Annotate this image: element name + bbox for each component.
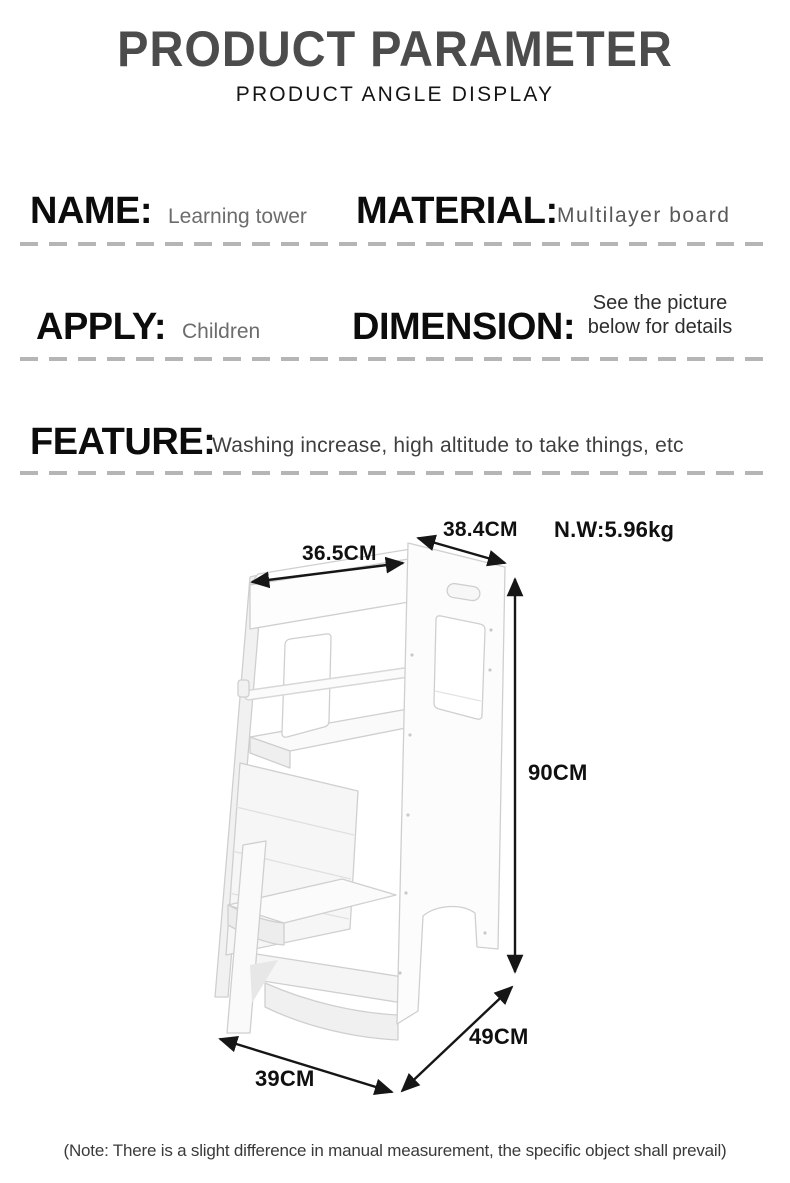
spec-material-value: Multilayer board [557, 204, 731, 227]
spec-dimension-value-line1: See the picture [592, 292, 728, 314]
spec-feature-label: FEATURE: [30, 421, 216, 463]
measurement-note: (Note: There is a slight difference in manual measurement, the specific object shall prevail) [63, 1141, 727, 1160]
dimension-label-top-width: 36.5CM [302, 542, 377, 565]
dimension-label-top-depth: 38.4CM [443, 518, 518, 541]
dashed-divider [20, 357, 770, 361]
dimension-label-height: 90CM [528, 760, 588, 785]
page-title: PRODUCT PARAMETER [117, 21, 673, 77]
spec-dimension-value-line2: below for details [587, 315, 733, 338]
spec-name-label: NAME: [30, 190, 153, 232]
spec-name-value: Learning tower [168, 205, 307, 228]
page-subtitle: PRODUCT ANGLE DISPLAY [235, 83, 555, 106]
dimension-label-bottom-depth: 49CM [469, 1024, 529, 1049]
spec-apply-value: Children [182, 320, 261, 343]
spec-feature-value: Washing increase, high altitude to take things, etc [212, 434, 684, 457]
dimension-label-net-weight: N.W:5.96kg [554, 517, 675, 542]
spec-material-label: MATERIAL: [356, 190, 558, 232]
spec-apply-label: APPLY: [36, 306, 167, 348]
spec-dimension-value [564, 292, 756, 339]
spec-dimension-label: DIMENSION: [352, 306, 575, 348]
tower-body [215, 543, 505, 1040]
dashed-divider [20, 471, 770, 475]
dashed-divider [20, 242, 770, 246]
dimension-label-bottom-width: 39CM [255, 1066, 315, 1091]
dimension-figure [100, 505, 700, 1110]
learning-tower-illustration [100, 505, 700, 1110]
